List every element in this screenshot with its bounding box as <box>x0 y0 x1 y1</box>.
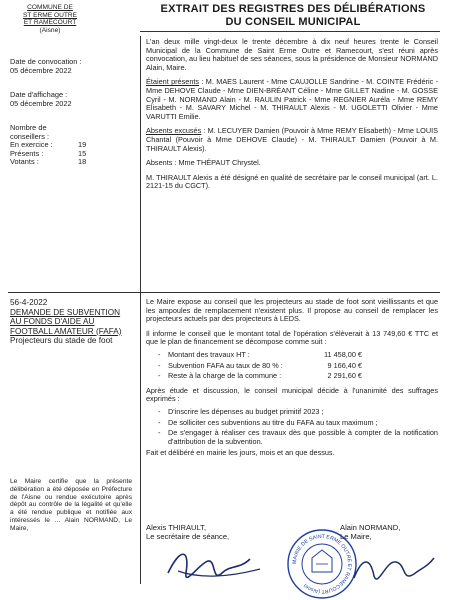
decision-item: - De s'engager à réaliser ces travaux dès que possible à compter de la notification d'attribution de la subvention. <box>146 429 438 446</box>
financement-list <box>146 351 438 381</box>
financement-value: 9 166,40 € <box>327 360 362 370</box>
financement-label: - Subvention FAFA au taux de 80 % : <box>168 360 283 370</box>
session-section <box>146 38 438 197</box>
convocation-label: Date de convocation : <box>10 57 82 66</box>
count-row <box>10 158 130 167</box>
decision-item: - De solliciter ces subventions au titre du FAFA au taux maximum ; <box>146 419 438 428</box>
title-line: DU CONSEIL MUNICIPAL <box>225 16 361 28</box>
commune-block <box>18 4 82 34</box>
financement-label: - Reste à la charge de la commune : <box>168 371 282 381</box>
deliberation-subtitle: Projecteurs du stade de foot <box>10 336 113 346</box>
presents-label: Étaient présents <box>146 77 200 87</box>
count-label: Votants : <box>10 157 39 167</box>
financement-intro: Il informe le conseil que le montant total de l'opération s'élèverait à 13 749,60 € TTC et que le plan de financement se décompose comme suit : <box>146 328 438 347</box>
financement-value: 11 458,00 € <box>323 349 362 359</box>
page-title <box>148 3 438 29</box>
decision-item: - D'inscrire les dépenses au budget primitif 2023 ; <box>146 408 438 417</box>
absents-paragraph: Absents : Mme THÉPAUT Chrystel. <box>146 158 261 168</box>
count-value: 19 <box>78 140 87 150</box>
affichage-date: 05 décembre 2022 <box>10 98 72 108</box>
commune-line: ST ERME OUTRE <box>22 11 78 19</box>
excuses-paragraph <box>146 127 438 153</box>
mayor-role: Le Maire, <box>340 532 372 541</box>
stamp-arc-text: MAIRIE DE SAINT ERME OUTRE ET RAMECOURT (Aisne) <box>291 533 353 595</box>
deliberation-number: 56-4-2022 <box>10 298 48 307</box>
section-rule <box>8 292 440 293</box>
financement-label: - Montant des travaux HT : <box>168 349 250 359</box>
intro-paragraph: L'an deux mille vingt-deux le trente décembre à dix neuf heures trente le Conseil Municipal de la Commune de Saint Erme Outre et Ramecourt, s'est réuni après convocation, au lieu habituel de ses séances, sous la présidence de Monsieur NORMAND Alain, Maire. <box>146 37 438 72</box>
counts-label: Nombre de <box>10 123 47 132</box>
excuses-label: Absents excusés <box>146 126 202 136</box>
financement-item <box>146 362 438 371</box>
commune-line: (Aisne) <box>39 26 61 34</box>
counts-label: conseillers : <box>10 131 50 141</box>
closing-paragraph: Fait et délibéré en mairie les jours, mois et an que dessus. <box>146 448 335 458</box>
affichage-label: Date d'affichage : <box>10 90 68 99</box>
expose-paragraph: Le Maire expose au conseil que les projecteurs au stade de foot sont vieillissants et que les ampoules de remplacement n'existent plus. Il propose au conseil de remplacer les projecteurs actuels par des projecteurs à LEDS. <box>146 297 438 324</box>
top-rule <box>140 31 440 32</box>
column-divider <box>140 36 141 584</box>
count-label: Présents : <box>10 148 44 158</box>
count-value: 18 <box>78 157 87 167</box>
commune-line: ET RAMECOURT <box>23 19 77 27</box>
presents-paragraph <box>146 78 438 121</box>
secretary-signature <box>160 543 270 595</box>
count-label: En exercice : <box>10 140 53 150</box>
commune-line: COMMUNE DE <box>27 4 73 11</box>
count-value: 15 <box>78 148 87 158</box>
counts-block <box>10 124 130 167</box>
mayor-name: Alain NORMAND, <box>340 523 401 532</box>
secretary-name: Alexis THIRAULT, <box>146 523 207 532</box>
convocation-date: 05 décembre 2022 <box>10 65 72 75</box>
financement-item <box>146 372 438 381</box>
excuses-text: : M. LECUYER Damien (Pouvoir à Mme REMY Elisabeth) - Mme LOUIS Chantal (Pouvoir à Mme DEHOVE Claude) - M. THIRAULT Damien (Pouvoir à M. THIRAULT Alexis). <box>146 126 438 153</box>
signature-left <box>146 523 256 541</box>
deliberation-block <box>10 298 132 346</box>
secretaire-paragraph: M. THIRAULT Alexis a été désigné en qualité de secrétaire par le conseil municipal (art. L. 2121-15 du CGCT). <box>146 172 438 191</box>
financement-value: 2 291,60 € <box>327 371 362 381</box>
deliberation-subject: DEMANDE DE SUBVENTION AU FONDS D'AIDE AU FOOTBALL AMATEUR (FAFA) <box>10 307 122 336</box>
certification-note <box>10 478 132 533</box>
affichage-block <box>10 91 130 108</box>
certification-text: Le Maire certifie que la présente délibération a été déposée en Préfecture de l'Aisne ou rendue exécutoire après dépôt au contrôle de la légalité et qu'elle a été rendue publique et notifiée aux intéressés le ... Alain NORMAND, Le Maire, <box>10 478 132 532</box>
convocation-block <box>10 58 130 75</box>
mayor-signature <box>348 548 438 592</box>
decision-list <box>146 408 438 446</box>
decision-intro: Après étude et discussion, le conseil municipal décide à l'unanimité des suffrages exprimés : <box>146 385 438 404</box>
secretary-role: Le secrétaire de séance, <box>146 532 230 541</box>
presents-text: : M. MAES Laurent - Mme CAUJOLLE Sandrine - M. COINTE Frédéric - Mme DEHOVE Claude - Mme DIEN-BRÉANT Céline - Mme GILLET Nadine - M. GOSSE Cyril - M. NORMAND Alain - M. RAULIN Patrick - Mme REGNIER Auréla - Mme REMY Elisabeth - M. SAVARY Michel - M. THIRAULT Alexis - M. UGOLETTI Olivier - Mme VARUTTI Emilie. <box>146 77 439 121</box>
financement-item <box>146 351 438 360</box>
title-line: EXTRAIT DES REGISTRES DES DÉLIBÉRATIONS <box>160 3 426 15</box>
deliberation-body <box>146 298 438 464</box>
